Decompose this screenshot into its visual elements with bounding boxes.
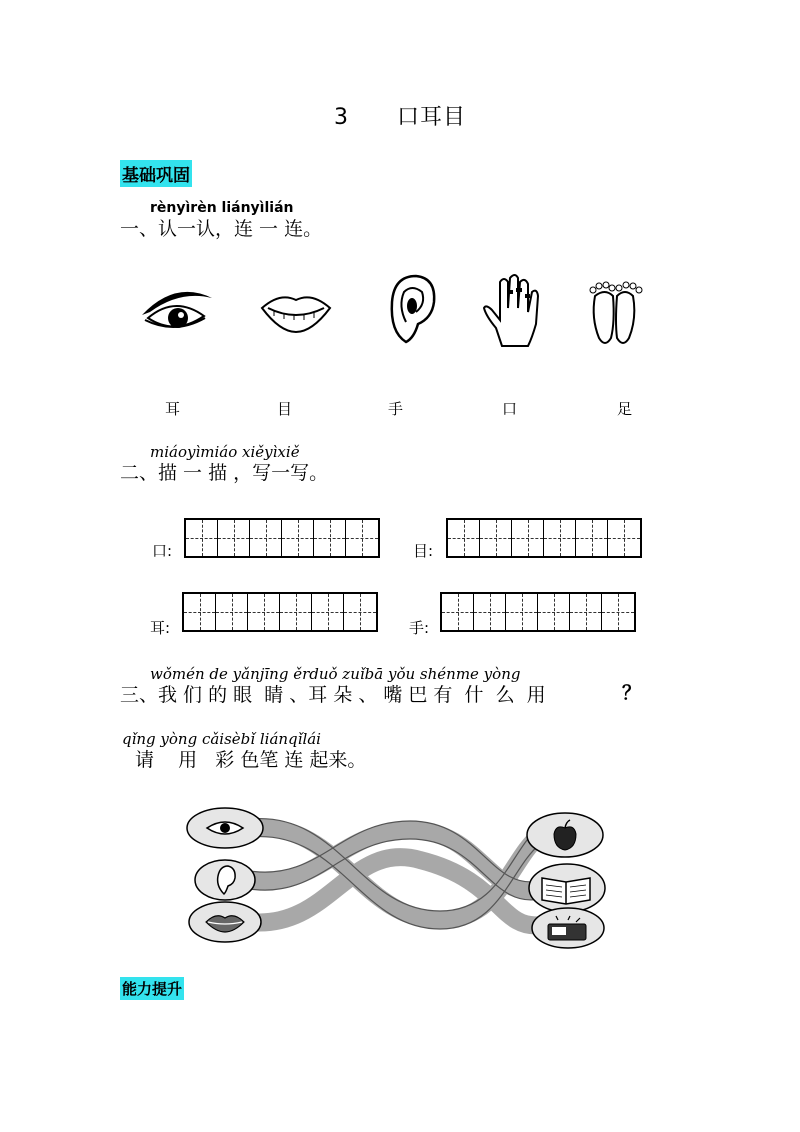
write-label-eye: 目: bbox=[413, 542, 434, 560]
label-foot: 足 bbox=[617, 400, 633, 418]
lesson-number: 3 bbox=[333, 105, 349, 130]
matching-picture bbox=[180, 800, 610, 950]
writing-grid-ear[interactable] bbox=[182, 592, 378, 632]
q3-instruction: 请 用 彩 色笔 连 起来。 bbox=[135, 749, 367, 771]
label-ear: 耳 bbox=[165, 400, 181, 418]
label-eye: 目 bbox=[277, 400, 293, 418]
q1-labels bbox=[0, 398, 800, 422]
q3-heading: 三、我 们 的 眼 睛 、耳 朵 、 嘴 巴 有 什 么 用 bbox=[120, 684, 546, 706]
feet-icon bbox=[590, 282, 642, 343]
q2-heading: 二、描 一 描 ，写一写。 bbox=[120, 462, 329, 484]
writing-grid-hand[interactable] bbox=[440, 592, 636, 632]
q3-pinyin-line1: wǒmén de yǎnjīng ěrduǒ zuǐbā yǒu shénme yòng bbox=[150, 665, 521, 683]
write-label-mouth: 口: bbox=[152, 542, 173, 560]
q2-pinyin: miáoyìmiáo xiěyìxiě bbox=[150, 443, 300, 461]
write-label-hand: 手: bbox=[409, 619, 430, 637]
mouth-icon bbox=[262, 297, 330, 332]
q1-pictures bbox=[130, 270, 670, 350]
writing-grid-mouth[interactable] bbox=[184, 518, 380, 558]
ear-icon bbox=[392, 276, 434, 342]
eye-icon bbox=[142, 292, 212, 328]
write-label-ear: 耳: bbox=[150, 619, 171, 637]
writing-grid-eye[interactable] bbox=[446, 518, 642, 558]
book-icon bbox=[542, 878, 590, 904]
q1-pinyin: rènyìrèn liányìlián bbox=[150, 200, 294, 216]
section-badge-advanced: 能力提升 bbox=[120, 977, 184, 1000]
page-title bbox=[0, 100, 800, 131]
label-hand: 手 bbox=[388, 400, 404, 418]
label-mouth: 口 bbox=[502, 400, 518, 418]
q3-pinyin-line2: qǐng yòng cǎisèbǐ liánqǐlái bbox=[122, 730, 321, 748]
lesson-title: 口耳目 bbox=[396, 105, 466, 130]
hand-icon bbox=[484, 275, 538, 346]
q1-heading: 一、认一认，连 一 连。 bbox=[120, 218, 323, 240]
section-badge-basic: 基础巩固 bbox=[120, 160, 192, 187]
q3-question-mark: ？ bbox=[622, 682, 642, 704]
